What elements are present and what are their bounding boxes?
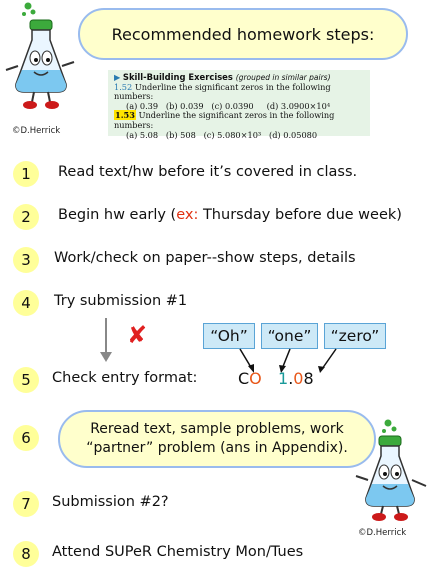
cross-icon: ✘ <box>127 321 148 349</box>
hw-text-153: Underline the significant zeros in the following numbers: <box>114 110 335 130</box>
step-2-text-after: Thursday before due week) <box>198 207 402 223</box>
entry-one: 1 <box>278 369 289 388</box>
hw-153-d: (d) 0.05080 <box>269 129 318 140</box>
step-text-4: Try submission #1 <box>54 293 188 309</box>
hw-number-152: 1.52 <box>114 81 133 92</box>
word-box-one: “one” <box>261 323 318 349</box>
step-number-8: 8 <box>13 541 39 567</box>
book-icon: ▶ <box>114 72 121 82</box>
step-number-7: 7 <box>13 491 39 517</box>
bottom-speech-bubble <box>58 410 376 468</box>
entry-example-108 <box>278 369 314 388</box>
step-text-5: Check entry format: <box>52 370 198 386</box>
step-number-4: 4 <box>13 290 39 316</box>
hw-number-153: 1.53 <box>115 110 135 121</box>
word-box-zero: “zero” <box>324 323 386 349</box>
entry-o: O <box>249 369 262 388</box>
credit-bottom: ©D.Herrick <box>358 528 407 538</box>
bottom-bubble-line-2: “partner” problem (ans in Appendix). <box>86 440 348 456</box>
top-bubble-text: Recommended homework steps: <box>111 24 375 44</box>
hw-153-a: (a) 5.08 <box>126 129 159 140</box>
step-text-8: Attend SUPeR Chemistry Mon/Tues <box>52 544 304 560</box>
step-number-1: 1 <box>13 161 39 187</box>
hw-152-d: (d) 3.0900×10⁴ <box>266 100 331 111</box>
step-text-1: Read text/hw before it’s covered in class. <box>58 164 358 180</box>
step-number-2: 2 <box>13 204 39 230</box>
hw-title: Skill-Building Exercises <box>122 72 233 82</box>
entry-eight: 8 <box>303 369 314 388</box>
word-box-oh: “Oh” <box>203 323 255 349</box>
hw-text-152: Underline the significant zeros in the following numbers: <box>114 81 331 102</box>
hw-153-c: (c) 5.080×10³ <box>203 129 262 140</box>
step-text-7: Submission #2? <box>52 494 169 510</box>
step-2-text-before: Begin hw early ( <box>58 207 177 223</box>
step-number-5: 5 <box>13 367 39 393</box>
entry-example-co <box>238 369 262 388</box>
credit-top: ©D.Herrick <box>12 126 61 136</box>
step-text-3: Work/check on paper--show steps, details <box>54 250 356 266</box>
hw-153-b: (b) 508 <box>165 129 196 140</box>
flask-mascot-bottom <box>348 418 432 524</box>
entry-zero: 0 <box>293 369 304 388</box>
step-number-6: 6 <box>13 425 39 451</box>
entry-dot: . <box>288 369 294 388</box>
step-2-ex: ex: <box>176 207 199 223</box>
hw-subtitle: (grouped in similar pairs) <box>235 73 331 82</box>
hw-152-c: (c) 0.0390 <box>211 100 254 111</box>
entry-c: C <box>238 369 250 388</box>
hw-152-a: (a) 0.39 <box>126 100 159 111</box>
bottom-bubble-line-1: Reread text, sample problems, work <box>90 421 344 437</box>
hw-152-b: (b) 0.039 <box>165 100 204 111</box>
step-number-3: 3 <box>13 247 39 273</box>
